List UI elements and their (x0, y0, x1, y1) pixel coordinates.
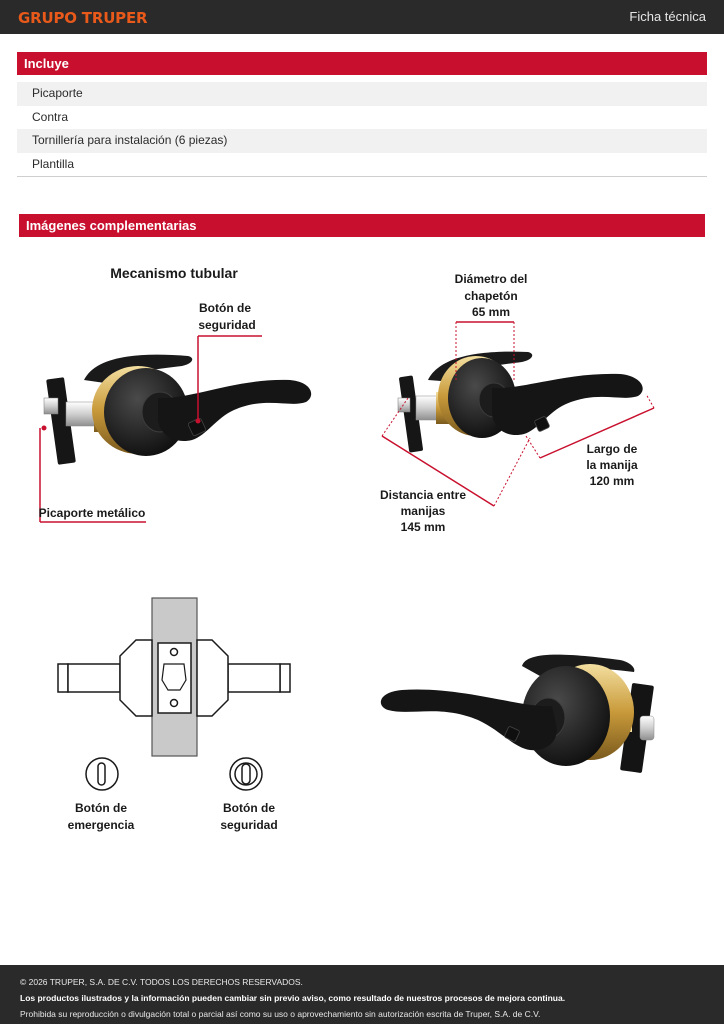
latch-bolt (44, 398, 58, 414)
latch-bolt (398, 398, 410, 412)
label-emergency-button: emergencia (67, 818, 135, 832)
latch-bolt (640, 716, 654, 740)
lever-lock-view (381, 655, 654, 774)
callout-safety-button: seguridad (198, 318, 256, 332)
dimension-distance: Distancia entre (379, 488, 467, 502)
dimension-handle-length: 120 mm (589, 474, 635, 488)
dimension-handle-length: la manija (586, 458, 638, 472)
dimension-diameter: Diámetro del (454, 272, 528, 286)
includes-list (17, 82, 707, 177)
footer (0, 965, 724, 1024)
mechanism-title: Mecanismo tubular (110, 265, 238, 281)
document-type: Ficha técnica (629, 9, 706, 24)
tubular-mechanism-drawing (39, 265, 312, 522)
label-safety-button: seguridad (220, 818, 278, 832)
product-illustrations (0, 240, 724, 860)
list-item: Contra (32, 109, 69, 124)
callout-metal-latch: Picaporte metálico (38, 506, 146, 520)
list-item: Picaporte (17, 82, 707, 106)
dimension-distance: 145 mm (400, 520, 446, 534)
footer-copyright: © 2026 TRUPER, S.A. DE C.V. TODOS LOS DERECHOS RESERVADOS. (20, 977, 303, 987)
images-header: Imágenes complementarias (19, 214, 705, 237)
list-item: Tornillería para instalación (6 piezas) (17, 129, 707, 153)
dimension-diameter: chapetón (464, 289, 518, 303)
dimensions-drawing (380, 272, 654, 534)
dimension-handle-length: Largo de (586, 442, 638, 456)
dimension-diameter: 65 mm (471, 305, 511, 319)
brand-logo: GRUPO TRUPER (18, 9, 148, 27)
label-emergency-button: Botón de (75, 801, 127, 815)
front-lever (492, 374, 643, 435)
top-bar (0, 0, 724, 34)
callout-safety-button: Botón de (199, 301, 251, 315)
footer-notice: Los productos ilustrados y la información pueden cambiar sin previo aviso, como resultado de nuestros procesos de mejora continua. (20, 993, 566, 1003)
label-safety-button: Botón de (223, 801, 275, 815)
schematic-drawing (58, 598, 290, 790)
footer-prohibition: Prohibida su reproducción o divulgación total o parcial así como su uso o aprovechamiento sin autorización escrita de Truper, S.A. de C.V. (20, 1009, 541, 1019)
dimension-distance: manijas (400, 504, 446, 518)
list-item: Plantilla (32, 156, 75, 171)
includes-header: Incluye (17, 52, 707, 75)
